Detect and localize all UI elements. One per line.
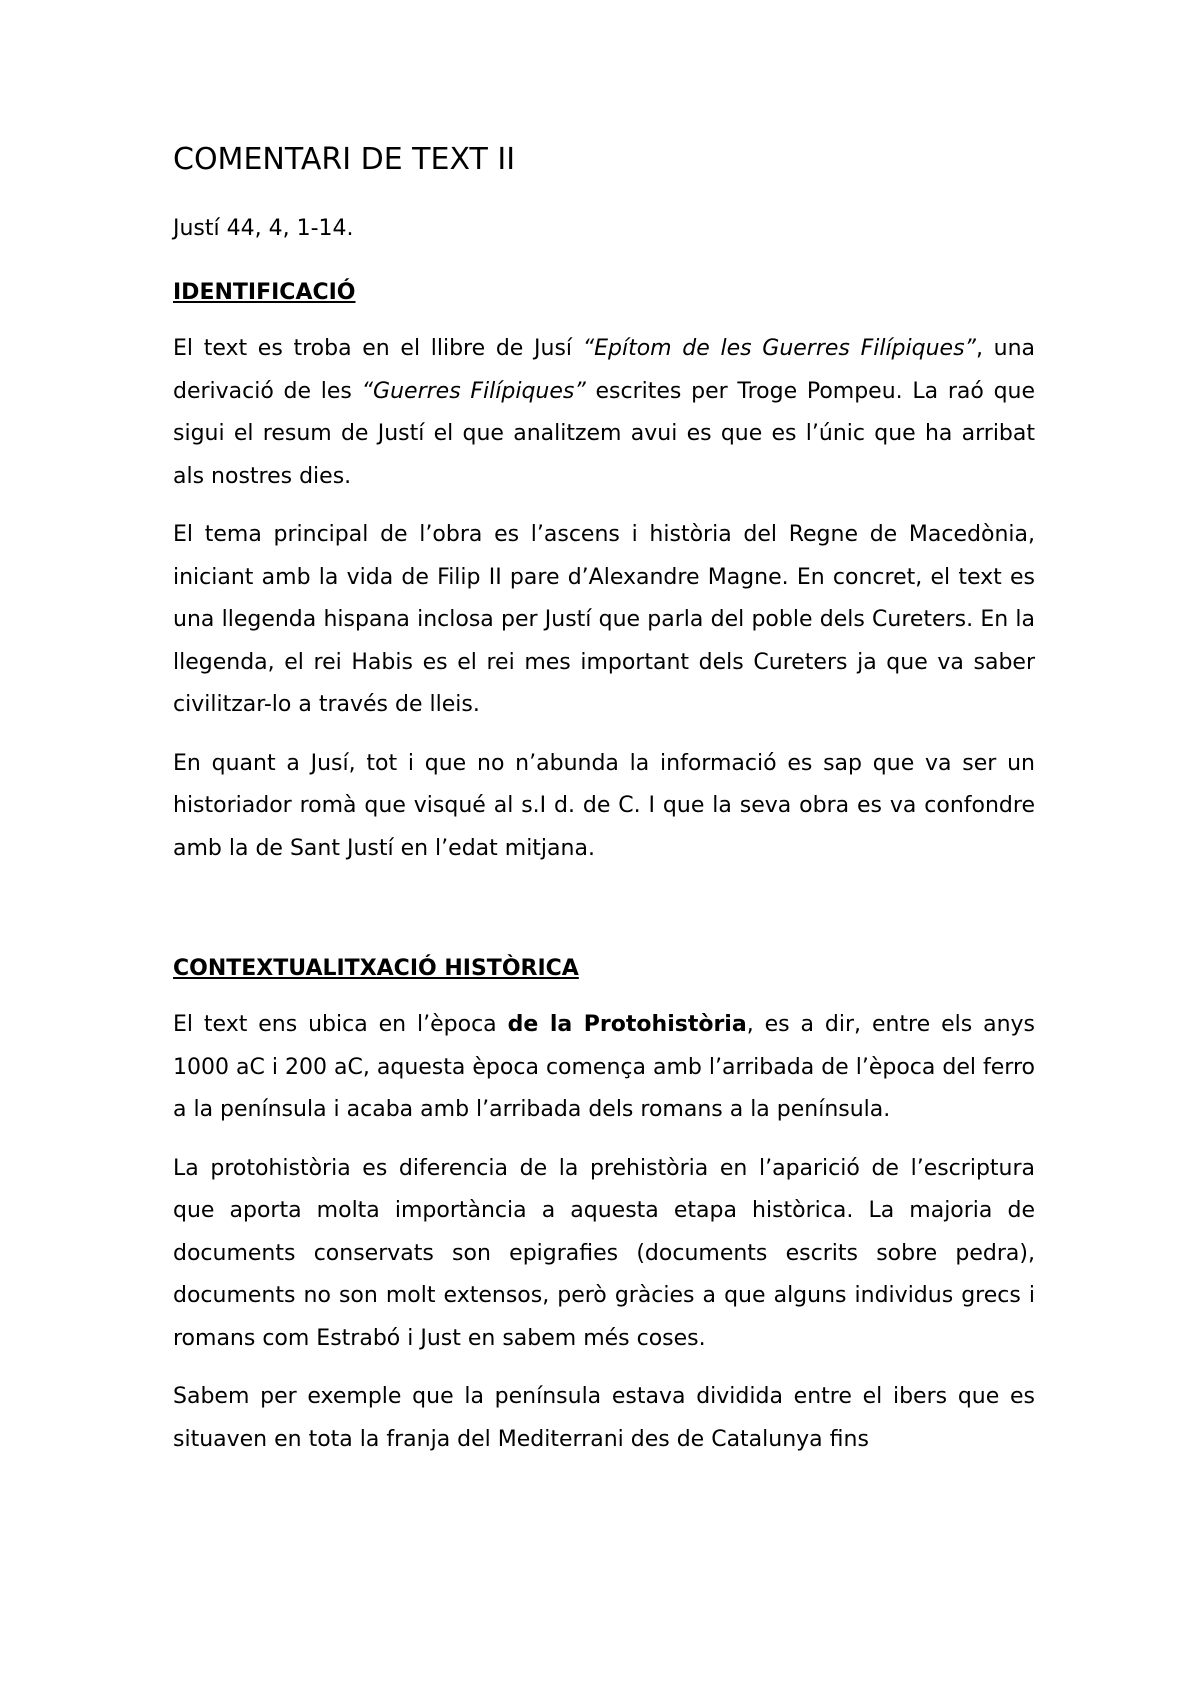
section-heading-identificacio: IDENTIFICACIÓ xyxy=(173,280,356,305)
document-page xyxy=(173,140,1035,1477)
paragraph-context-3: Sabem per exemple que la península estava dividida entre el ibers que es situaven en tota la franja del Mediterrani des de Catalunya fins xyxy=(173,1384,1035,1452)
text-run: El text es troba en el llibre de Jusí xyxy=(173,336,583,361)
paragraph-context-2: La protohistòria es diferencia de la prehistòria en l’aparició de l’escriptura que aporta molta importància a aquesta etapa històrica. La majoria de documents conservats son epigrafies (documents escrits sobre pedra), documents no son molt extensos, però gràcies a que alguns individus grecs i romans com Estrabó i Just en sabem més coses. xyxy=(173,1155,1035,1351)
text-run: escrites per Troge Pompeu. La raó que sigui el resum de Justí el que analitzem avui es que es l’únic que ha arribat als nostres dies. xyxy=(173,378,1036,489)
bold-term: de la Protohistòria xyxy=(507,1012,747,1037)
text-reference: Justí 44, 4, 1-14. xyxy=(173,216,354,241)
paragraph-identificacio-3: En quant a Jusí, tot i que no n’abunda la informació es sap que va ser un historiador romà que visqué al s.I d. de C. I que la seva obra es va confondre amb la de Sant Justí en l’edat mitjana. xyxy=(173,750,1035,861)
section-heading-contextualitzacio: CONTEXTUALITXACIÓ HISTÒRICA xyxy=(173,956,579,981)
text-run: , una derivació de les xyxy=(173,336,1035,404)
text-run: , es a dir, entre els anys 1000 aC i 200 aC, aquesta època comença amb l’arribada de l’època del ferro a la península i acaba amb l’arribada dels romans a la península. xyxy=(173,1012,1035,1122)
paragraph-context-1 xyxy=(173,1004,1035,1132)
text-run: El text ens ubica en l’època xyxy=(173,1012,508,1037)
paragraph-identificacio-1 xyxy=(173,328,1035,498)
document-title: COMENTARI DE TEXT II xyxy=(173,142,516,177)
paragraph-identificacio-2: El tema principal de l’obra es l’ascens i història del Regne de Macedònia, iniciant amb la vida de Filip II pare d’Alexandre Magne. En concret, el text es una llegenda hispana inclosa per Justí que parla del poble dels Cureters. En la llegenda, el rei Habis es el rei mes important dels Cureters ja que va saber civilitzar-lo a través de lleis. xyxy=(173,522,1035,717)
blank-line xyxy=(173,886,1035,948)
book-title-italic: “Epítom de les Guerres Filípiques” xyxy=(582,336,976,361)
work-title-italic: “Guerres Filípiques” xyxy=(361,378,586,404)
